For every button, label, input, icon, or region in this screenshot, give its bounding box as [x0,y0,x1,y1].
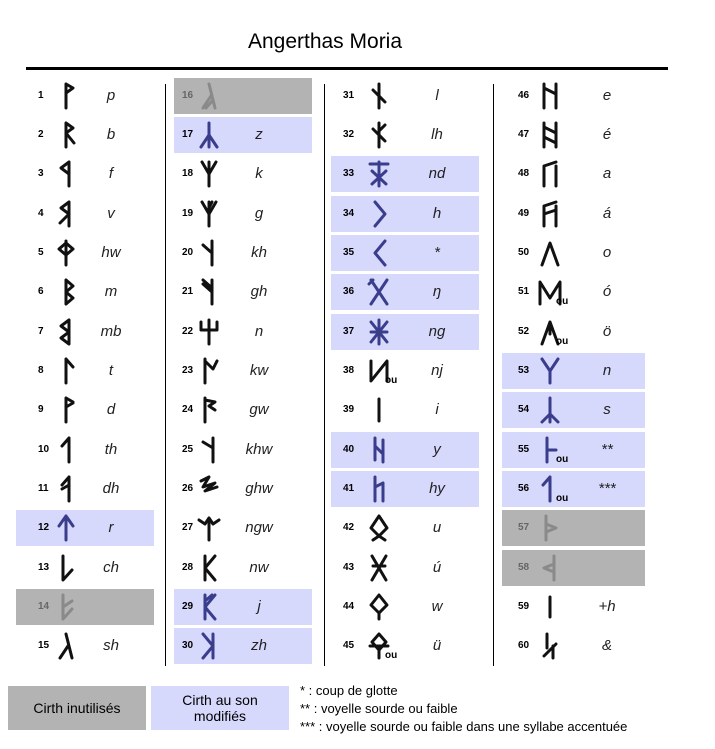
cirth-row [331,471,479,507]
cirth-row [502,628,645,664]
cirth-row [16,471,154,507]
rune-glyph-icon [195,315,223,349]
sound-value: hw [101,244,121,261]
rune-glyph-icon [536,354,564,388]
cirth-number: 55 [518,444,530,455]
cirth-row [16,432,154,468]
rune-glyph-icon [195,79,223,113]
cirth-row [502,78,645,114]
cirth-number: 46 [518,90,530,101]
cirth-number: 15 [38,640,50,651]
sound-value: ü [432,637,442,654]
sound-value: sh [103,637,119,654]
sound-value: r [108,519,114,536]
cirth-row [331,510,479,546]
cirth-row [174,156,312,192]
sound-value: m [104,283,118,300]
cirth-number: 56 [518,483,530,494]
cirth-number: 37 [343,326,355,337]
cirth-number: 30 [182,640,194,651]
cirth-number: 12 [38,522,50,533]
rune-glyph-icon [195,393,223,427]
sound-value: khw [245,441,273,458]
cirth-row [16,274,154,310]
sound-value: v [107,205,115,222]
cirth-number: 4 [38,208,44,219]
cirth-row [16,353,154,389]
cirth-row [16,78,154,114]
rune-glyph-icon [365,511,393,545]
rune-glyph-icon [52,629,80,663]
cirth-row [16,628,154,664]
sound-value: z [255,126,263,143]
sound-value: e [602,87,612,104]
cirth-row [502,235,645,271]
sound-value: ó [602,283,612,300]
rune-glyph-icon [365,197,393,231]
cirth-row [331,156,479,192]
sound-value: b [106,126,116,143]
sound-value: ö [602,323,612,340]
cirth-number: 52 [518,326,530,337]
legend-unused-label: Cirth inutilisés [33,700,121,716]
sound-value: k [255,165,263,182]
cirth-row [174,274,312,310]
sound-value: t [108,362,114,379]
sound-value: w [431,598,443,615]
cirth-row [174,471,312,507]
cirth-row [16,550,154,586]
cirth-number: 27 [182,522,194,533]
rune-glyph-icon [52,354,80,388]
rune-glyph-icon [195,157,223,191]
cirth-number: 18 [182,168,194,179]
cirth-number: 2 [38,129,44,140]
sound-value: kh [251,244,267,261]
cirth-row [502,314,645,350]
cirth-number: 51 [518,286,530,297]
sound-value: ghw [245,480,273,497]
sound-value: n [254,323,264,340]
sound-value: ** [601,441,613,458]
rune-glyph-icon [52,433,80,467]
variant-ou-label: ou [385,375,398,386]
cirth-number: 16 [182,90,194,101]
cirth-row [331,117,479,153]
sound-value: dh [102,480,120,497]
rune-glyph-icon [52,551,80,585]
cirth-row [174,392,312,428]
cirth-number: 10 [38,444,50,455]
rune-glyph-icon [195,629,223,663]
rune-glyph-icon [195,511,223,545]
cirth-row [174,196,312,232]
cirth-number: 11 [38,483,49,494]
cirth-number: 60 [518,640,530,651]
cirth-number: 44 [343,601,355,612]
rune-glyph-icon [195,118,223,152]
column-divider [165,84,166,666]
rune-glyph-icon [536,551,564,585]
cirth-row [502,432,645,468]
cirth-row [502,274,645,310]
sound-value: kw [249,362,269,379]
rune-glyph-icon [195,472,223,506]
cirth-number: 32 [343,129,355,140]
sound-value: ng [428,323,446,340]
rune-glyph-icon [195,590,223,624]
sound-value: nj [431,362,443,379]
cirth-row [174,235,312,271]
cirth-row [174,117,312,153]
cirth-row [502,550,645,586]
cirth-row [331,196,479,232]
sound-value: +h [598,598,616,615]
sound-value: ŋ [432,283,442,300]
rune-glyph-icon [52,236,80,270]
rune-glyph-icon [195,197,223,231]
cirth-row [16,156,154,192]
legend-modified [151,686,289,730]
sound-value: j [257,598,261,615]
variant-ou-label: ou [556,296,569,307]
cirth-row [174,314,312,350]
cirth-row [502,392,645,428]
cirth-number: 39 [343,404,355,415]
cirth-number: 41 [343,483,355,494]
cirth-number: 40 [343,444,355,455]
cirth-number: 24 [182,404,194,415]
cirth-number: 9 [38,404,44,415]
cirth-row [331,274,479,310]
sound-value: é [602,126,612,143]
cirth-row [331,432,479,468]
note-voiceless-accented: *** : voyelle sourde ou faible dans une syllabe accentuée [300,719,628,734]
rune-glyph-icon [365,275,393,309]
sound-value: o [602,244,612,261]
cirth-row [16,117,154,153]
cirth-number: 5 [38,247,44,258]
rune-glyph-icon [536,629,564,663]
page-title: Angerthas Moria [247,30,403,53]
cirth-number: 17 [182,129,194,140]
rune-glyph-icon [536,79,564,113]
cirth-number: 38 [343,365,355,376]
cirth-number: 6 [38,286,44,297]
cirth-number: 20 [182,247,194,258]
cirth-row [502,156,645,192]
rune-glyph-icon [536,393,564,427]
rune-glyph-icon [536,157,564,191]
cirth-row [502,510,645,546]
rune-glyph-icon [536,511,564,545]
sound-value: gh [250,283,268,300]
sound-value: s [603,401,611,418]
sound-value: d [106,401,116,418]
rune-glyph-icon [365,157,393,191]
sound-value: ú [432,559,442,576]
variant-ou-label: ou [556,493,569,504]
sound-value: mb [100,323,122,340]
cirth-number: 22 [182,326,194,337]
column-divider [324,84,325,666]
cirth-number: 29 [182,601,194,612]
sound-value: nw [249,559,269,576]
cirth-number: 33 [343,168,355,179]
cirth-number: 59 [518,601,530,612]
sound-value: a [602,165,612,182]
cirth-number: 13 [38,562,50,573]
cirth-row [331,589,479,625]
sound-value: p [106,87,116,104]
cirth-row [502,589,645,625]
cirth-row [331,353,479,389]
cirth-number: 31 [343,90,355,101]
cirth-number: 36 [343,286,355,297]
sound-value: *** [598,480,616,497]
sound-value: á [602,205,612,222]
cirth-row [16,196,154,232]
rune-glyph-icon [365,79,393,113]
rune-glyph-icon [195,236,223,270]
cirth-row [174,353,312,389]
rune-glyph-icon [52,511,80,545]
cirth-number: 50 [518,247,530,258]
rune-glyph-icon [365,472,393,506]
rune-glyph-icon [365,118,393,152]
sound-value: nd [428,165,446,182]
cirth-row [331,392,479,428]
rune-glyph-icon [536,197,564,231]
cirth-row [502,196,645,232]
cirth-row [502,471,645,507]
rune-glyph-icon [52,79,80,113]
rune-glyph-icon [536,118,564,152]
cirth-number: 35 [343,247,355,258]
cirth-row [174,78,312,114]
rune-glyph-icon [52,472,80,506]
cirth-number: 7 [38,326,44,337]
cirth-number: 49 [518,208,530,219]
rune-glyph-icon [52,393,80,427]
cirth-number: 1 [38,90,44,101]
cirth-number: 43 [343,562,355,573]
rune-glyph-icon [365,315,393,349]
cirth-number: 58 [518,562,530,573]
cirth-row [16,510,154,546]
cirth-number: 34 [343,208,355,219]
sound-value: f [108,165,114,182]
legend-unused [8,686,146,730]
column-divider [493,84,494,666]
rune-glyph-icon [536,236,564,270]
cirth-row [331,550,479,586]
cirth-row [502,117,645,153]
rune-glyph-icon [52,118,80,152]
cirth-number: 8 [38,365,44,376]
rune-glyph-icon [365,236,393,270]
rune-glyph-icon [195,354,223,388]
cirth-number: 26 [182,483,194,494]
rune-glyph-icon [52,590,80,624]
cirth-number: 14 [38,601,50,612]
cirth-number: 53 [518,365,530,376]
cirth-number: 57 [518,522,530,533]
sound-value: i [435,401,439,418]
sound-value: gw [249,401,269,418]
sound-value: h [432,205,442,222]
variant-ou-label: ou [385,650,398,661]
note-voiceless: ** : voyelle sourde ou faible [300,701,458,716]
sound-value: g [254,205,264,222]
cirth-row [174,628,312,664]
cirth-number: 48 [518,168,530,179]
sound-value: zh [251,637,267,654]
cirth-number: 28 [182,562,194,573]
cirth-number: 19 [182,208,194,219]
rune-glyph-icon [52,315,80,349]
rune-glyph-icon [365,590,393,624]
note-glottal: * : coup de glotte [300,683,398,698]
legend-modified-label: Cirth au son modifiés [182,692,258,724]
rune-glyph-icon [536,590,564,624]
rune-glyph-icon [365,433,393,467]
sound-value: ch [103,559,119,576]
variant-ou-label: ou [556,336,569,347]
cirth-row [174,550,312,586]
cirth-row [16,235,154,271]
sound-value: u [432,519,442,536]
sound-value: y [433,441,441,458]
cirth-number: 23 [182,365,194,376]
rune-glyph-icon [195,551,223,585]
cirth-row [16,314,154,350]
rune-glyph-icon [365,551,393,585]
sound-value: l [435,87,439,104]
sound-value: ngw [245,519,273,536]
cirth-row [331,78,479,114]
cirth-number: 42 [343,522,355,533]
cirth-row [331,235,479,271]
sound-value: hy [429,480,445,497]
rune-glyph-icon [365,393,393,427]
sound-value: th [104,441,118,458]
cirth-row [16,589,154,625]
cirth-number: 3 [38,168,44,179]
cirth-row [16,392,154,428]
sound-value: & [601,637,612,654]
rune-glyph-icon [195,433,223,467]
cirth-number: 25 [182,444,194,455]
cirth-row [174,432,312,468]
cirth-row [331,628,479,664]
cirth-row [174,510,312,546]
cirth-row [502,353,645,389]
variant-ou-label: ou [556,454,569,465]
sound-value: * [434,244,440,261]
sound-value: lh [431,126,443,143]
cirth-number: 47 [518,129,530,140]
rune-glyph-icon [52,197,80,231]
cirth-number: 45 [343,640,355,651]
rune-glyph-icon [195,275,223,309]
rune-glyph-icon [52,275,80,309]
cirth-number: 21 [182,286,194,297]
cirth-row [331,314,479,350]
cirth-number: 54 [518,404,530,415]
rune-glyph-icon [52,157,80,191]
title-rule [26,67,668,70]
sound-value: n [602,362,612,379]
cirth-row [174,589,312,625]
